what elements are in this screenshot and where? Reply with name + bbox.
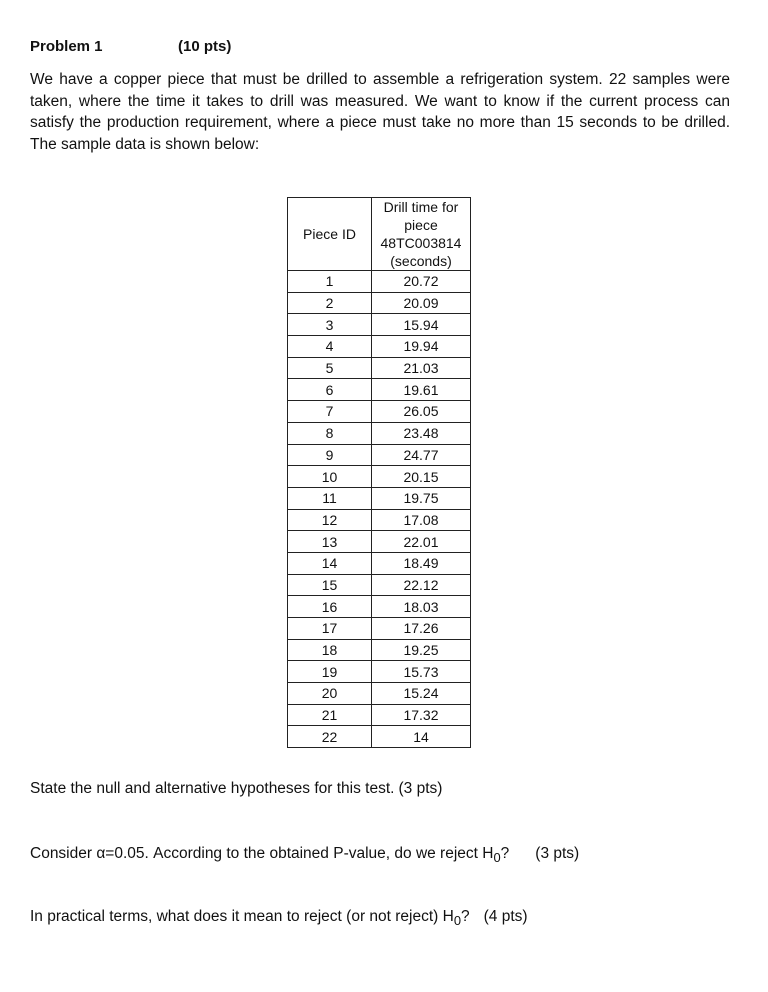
question-mark: ? — [500, 845, 510, 862]
cell-drill-time: 18.03 — [372, 596, 471, 618]
question-points: (4 pts) — [483, 908, 528, 925]
cell-piece-id: 20 — [288, 683, 372, 705]
table-row — [288, 401, 471, 423]
cell-piece-id: 14 — [288, 552, 372, 574]
table-row — [288, 661, 471, 683]
cell-piece-id: 11 — [288, 487, 372, 509]
cell-piece-id: 21 — [288, 704, 372, 726]
cell-piece-id: 3 — [288, 314, 372, 336]
header-piece-id: Piece ID — [288, 198, 372, 271]
cell-drill-time: 20.15 — [372, 466, 471, 488]
table-row — [288, 379, 471, 401]
question-mark: ? — [461, 908, 470, 925]
cell-drill-time: 15.94 — [372, 314, 471, 336]
cell-piece-id: 13 — [288, 531, 372, 553]
problem-points: (10 pts) — [178, 38, 232, 55]
cell-drill-time: 20.09 — [372, 292, 471, 314]
cell-drill-time: 19.25 — [372, 639, 471, 661]
header-drill-time-line: Drill time for — [383, 199, 459, 215]
cell-drill-time: 18.49 — [372, 552, 471, 574]
problem-heading — [30, 38, 232, 55]
table-row — [288, 726, 471, 748]
table-header-row — [288, 198, 471, 271]
question-text: In practical terms, what does it mean to reject (or not reject) H — [30, 908, 454, 925]
problem-intro: We have a copper piece that must be drilled to assemble a refrigeration system. 22 samples were taken, where the time it takes to drill was measured. We want to know if the current process can satisfy the production requirement, where a piece must take no more than 15 seconds to be drilled. The sample data is shown below: — [30, 71, 730, 154]
cell-piece-id: 15 — [288, 574, 372, 596]
cell-drill-time: 15.73 — [372, 661, 471, 683]
cell-piece-id: 18 — [288, 639, 372, 661]
cell-piece-id: 22 — [288, 726, 372, 748]
table-row — [288, 552, 471, 574]
cell-drill-time: 19.75 — [372, 487, 471, 509]
question-text: State the null and alternative hypotheses for this test. — [30, 780, 395, 797]
cell-drill-time: 24.77 — [372, 444, 471, 466]
cell-drill-time: 15.24 — [372, 683, 471, 705]
cell-drill-time: 20.72 — [372, 271, 471, 293]
table-row — [288, 487, 471, 509]
cell-piece-id: 7 — [288, 401, 372, 423]
cell-piece-id: 4 — [288, 336, 372, 358]
header-drill-time — [372, 198, 471, 271]
cell-drill-time: 22.12 — [372, 574, 471, 596]
cell-drill-time: 17.32 — [372, 704, 471, 726]
cell-drill-time: 22.01 — [372, 531, 471, 553]
question-hypotheses — [30, 780, 442, 798]
table-row — [288, 618, 471, 640]
question-reject — [30, 845, 579, 865]
table-row — [288, 596, 471, 618]
table-row — [288, 271, 471, 293]
cell-piece-id: 12 — [288, 509, 372, 531]
question-practical — [30, 908, 528, 928]
question-points: (3 pts) — [535, 845, 580, 862]
cell-drill-time: 17.26 — [372, 618, 471, 640]
subscript-zero: 0 — [493, 850, 501, 866]
cell-drill-time: 19.94 — [372, 336, 471, 358]
cell-drill-time: 26.05 — [372, 401, 471, 423]
cell-drill-time: 17.08 — [372, 509, 471, 531]
table-row — [288, 531, 471, 553]
question-points: (3 pts) — [398, 780, 443, 797]
cell-drill-time: 19.61 — [372, 379, 471, 401]
cell-piece-id: 5 — [288, 357, 372, 379]
table-row — [288, 314, 471, 336]
cell-piece-id: 10 — [288, 466, 372, 488]
table-row — [288, 422, 471, 444]
cell-piece-id: 9 — [288, 444, 372, 466]
cell-piece-id: 8 — [288, 422, 372, 444]
table-row — [288, 639, 471, 661]
table-row — [288, 336, 471, 358]
cell-drill-time: 21.03 — [372, 357, 471, 379]
table-row — [288, 683, 471, 705]
table-row — [288, 357, 471, 379]
table-row — [288, 292, 471, 314]
table-row — [288, 704, 471, 726]
table-row — [288, 509, 471, 531]
table-row — [288, 466, 471, 488]
header-drill-time-line: piece — [404, 217, 438, 233]
cell-piece-id: 2 — [288, 292, 372, 314]
cell-piece-id: 1 — [288, 271, 372, 293]
cell-piece-id: 6 — [288, 379, 372, 401]
question-text: Consider α=0.05. According to the obtained P-value, do we reject H — [30, 845, 494, 862]
cell-piece-id: 16 — [288, 596, 372, 618]
subscript-zero: 0 — [453, 913, 462, 929]
cell-drill-time: 14 — [372, 726, 471, 748]
table-row — [288, 444, 471, 466]
cell-piece-id: 17 — [288, 618, 372, 640]
drill-time-table — [287, 197, 471, 748]
table-body — [288, 271, 471, 748]
table-row — [288, 574, 471, 596]
cell-drill-time: 23.48 — [372, 422, 471, 444]
header-drill-time-line: (seconds) — [390, 253, 452, 269]
cell-piece-id: 19 — [288, 661, 372, 683]
header-drill-time-line: 48TC003814 — [380, 235, 462, 251]
problem-title: Problem 1 — [30, 38, 103, 55]
